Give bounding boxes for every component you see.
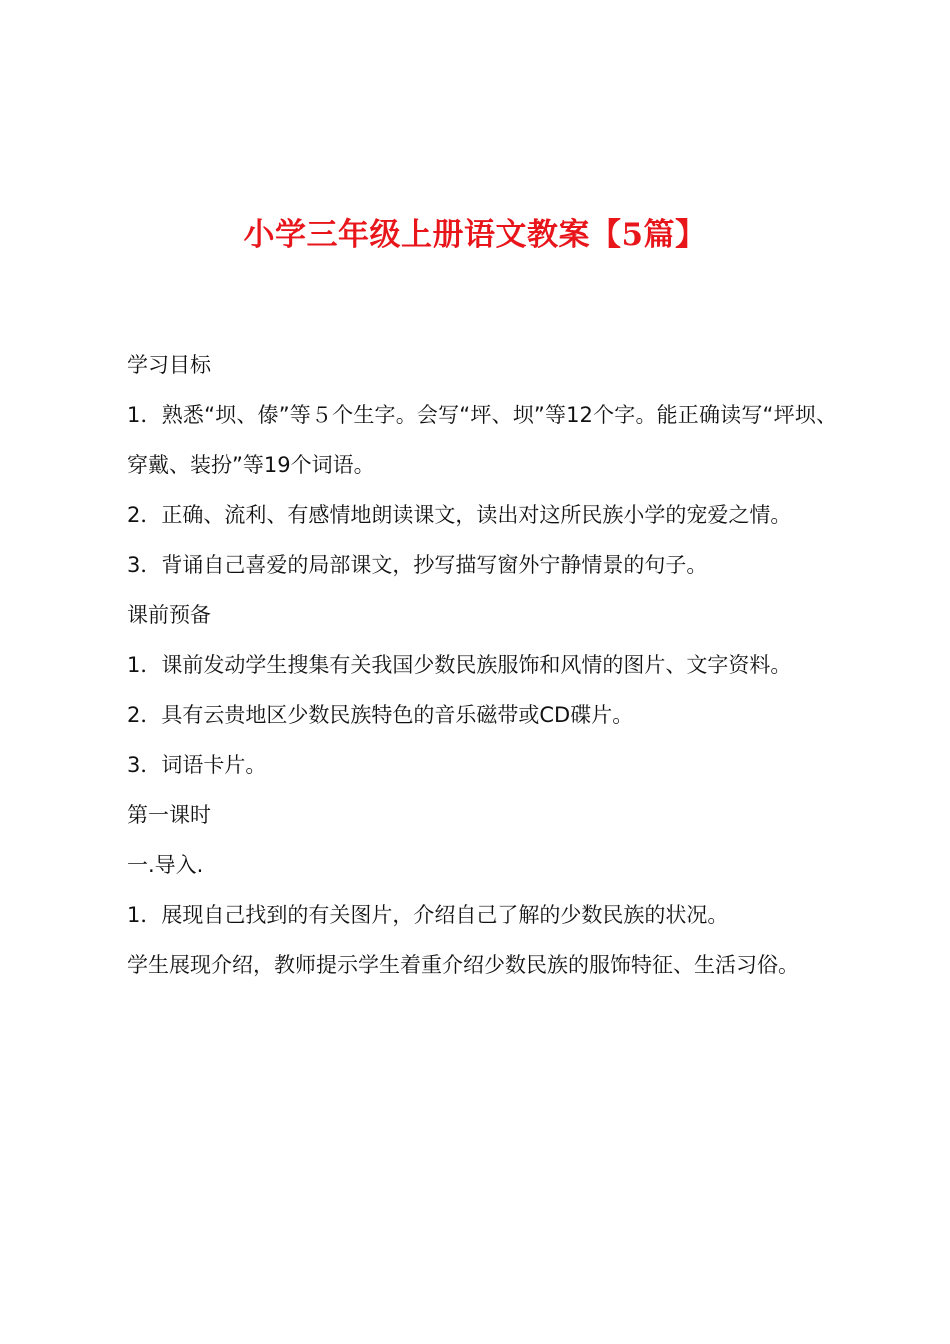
section-heading-learning-goals: 学习目标 <box>127 353 211 377</box>
paragraph: 1．课前发动学生搜集有关我国少数民族服饰和风情的图片、文字资料。 <box>127 653 792 677</box>
paragraph: 1．熟悉“坝、傣”等５个生字。会写“坪、坝”等12个字。能正确读写“坪坝、穿戴、装扮”等19个词语。 <box>127 403 837 477</box>
subheading-introduction: 一.导入. <box>127 853 204 877</box>
paragraph: 2．具有云贵地区少数民族特色的音乐磁带或CD碟片。 <box>127 703 634 727</box>
section-heading-first-lesson: 第一课时 <box>127 803 211 827</box>
document-body <box>127 340 837 990</box>
paragraph: 2．正确、流利、有感情地朗读课文，读出对这所民族小学的宠爱之情。 <box>127 503 792 527</box>
paragraph: 3．背诵自己喜爱的局部课文，抄写描写窗外宁静情景的句子。 <box>127 553 708 577</box>
paragraph: 学生展现介绍，教师提示学生着重介绍少数民族的服饰特征、生活习俗。 <box>127 953 799 977</box>
paragraph: 1．展现自己找到的有关图片，介绍自己了解的少数民族的状况。 <box>127 903 729 927</box>
section-heading-preparation: 课前预备 <box>127 603 211 627</box>
paragraph: 3．词语卡片。 <box>127 753 267 777</box>
document-title: 小学三年级上册语文教案【5篇】 <box>243 217 707 253</box>
